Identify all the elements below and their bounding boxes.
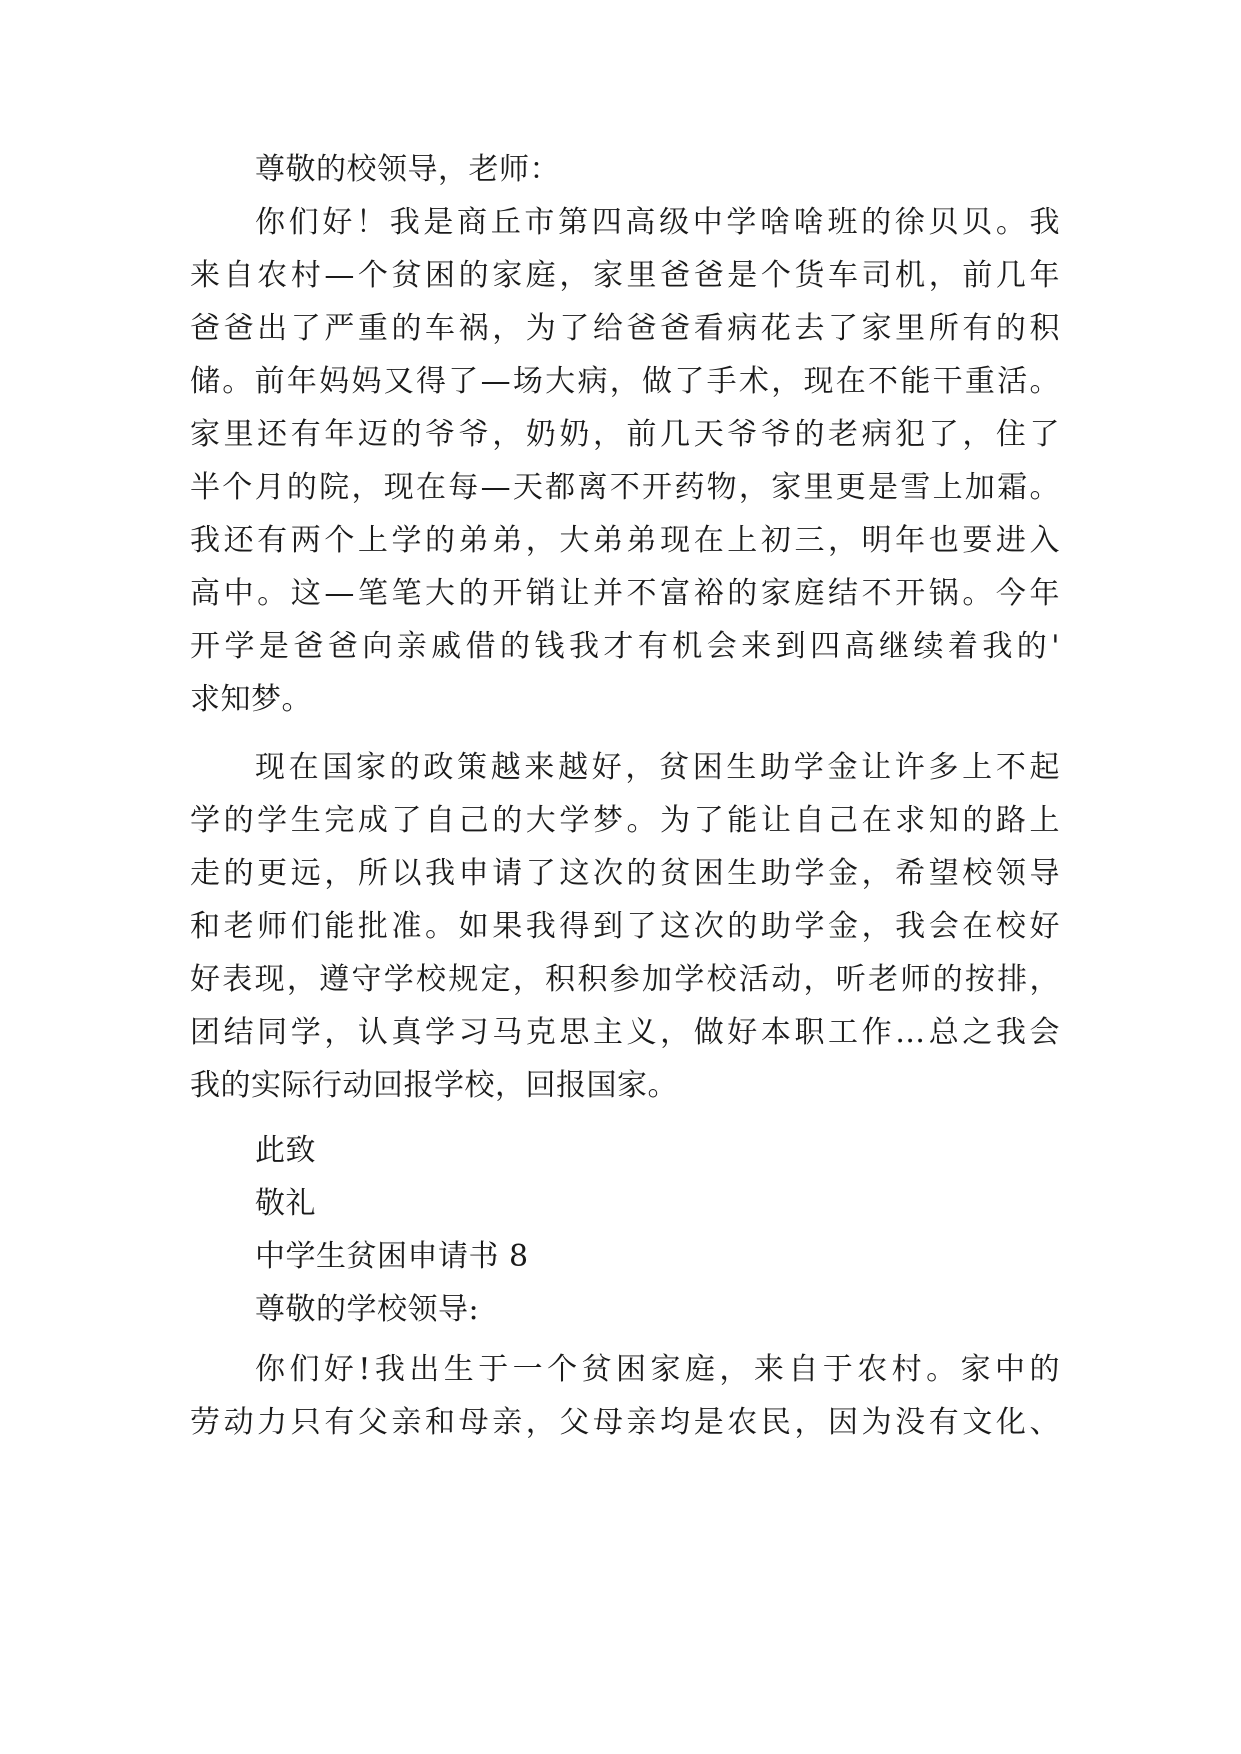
paragraph-line: 储。前年妈妈又得了—场大病，做了手术，现在不能干重活。 — [190, 364, 1060, 399]
paragraph-line: 和老师们能批准。如果我得到了这次的助学金，我会在校好 — [190, 909, 1060, 944]
paragraph-line: 求知梦。 — [190, 682, 312, 717]
paragraph-line: 我的实际行动回报学校，回报国家。 — [190, 1068, 678, 1103]
paragraph-line: 你们好！我是商丘市第四高级中学啥啥班的徐贝贝。我 — [255, 205, 1060, 240]
salutation: 尊敬的学校领导: — [255, 1292, 480, 1327]
paragraph-line: 开学是爸爸向亲戚借的钱我才有机会来到四高继续着我的' — [190, 629, 1060, 664]
paragraph-line: 半个月的院，现在每—天都离不开药物，家里更是雪上加霜。 — [190, 470, 1060, 505]
paragraph-line: 走的更远，所以我申请了这次的贫困生助学金，希望校领导 — [190, 856, 1060, 891]
paragraph-line: 好表现，遵守学校规定，积积参加学校活动，听老师的按排， — [190, 962, 1060, 997]
paragraph-line: 团结同学，认真学习马克思主义，做好本职工作…总之我会 — [190, 1015, 1060, 1050]
closing-line: 敬礼 — [255, 1186, 316, 1221]
salutation: 尊敬的校领导，老师： — [255, 152, 560, 187]
paragraph-line: 学的学生完成了自己的大学梦。为了能让自己在求知的路上 — [190, 803, 1060, 838]
paragraph-line: 高中。这—笔笔大的开销让并不富裕的家庭结不开锅。今年 — [190, 576, 1060, 611]
paragraph-line: 劳动力只有父亲和母亲，父母亲均是农民，因为没有文化、 — [190, 1405, 1060, 1440]
paragraph-line: 我还有两个上学的弟弟，大弟弟现在上初三，明年也要进入 — [190, 523, 1060, 558]
paragraph-line: 现在国家的政策越来越好，贫困生助学金让许多上不起 — [255, 750, 1060, 785]
paragraph-line: 家里还有年迈的爷爷，奶奶，前几天爷爷的老病犯了，住了 — [190, 417, 1060, 452]
paragraph-line: 来自农村—个贫困的家庭，家里爸爸是个货车司机，前几年 — [190, 258, 1060, 293]
paragraph-line: 爸爸出了严重的车祸，为了给爸爸看病花去了家里所有的积 — [190, 311, 1060, 346]
section-heading: 中学生贫困申请书 8 — [255, 1239, 529, 1274]
paragraph-line: 你们好!我出生于一个贫困家庭，来自于农村。家中的 — [255, 1352, 1060, 1387]
closing-line: 此致 — [255, 1133, 316, 1168]
